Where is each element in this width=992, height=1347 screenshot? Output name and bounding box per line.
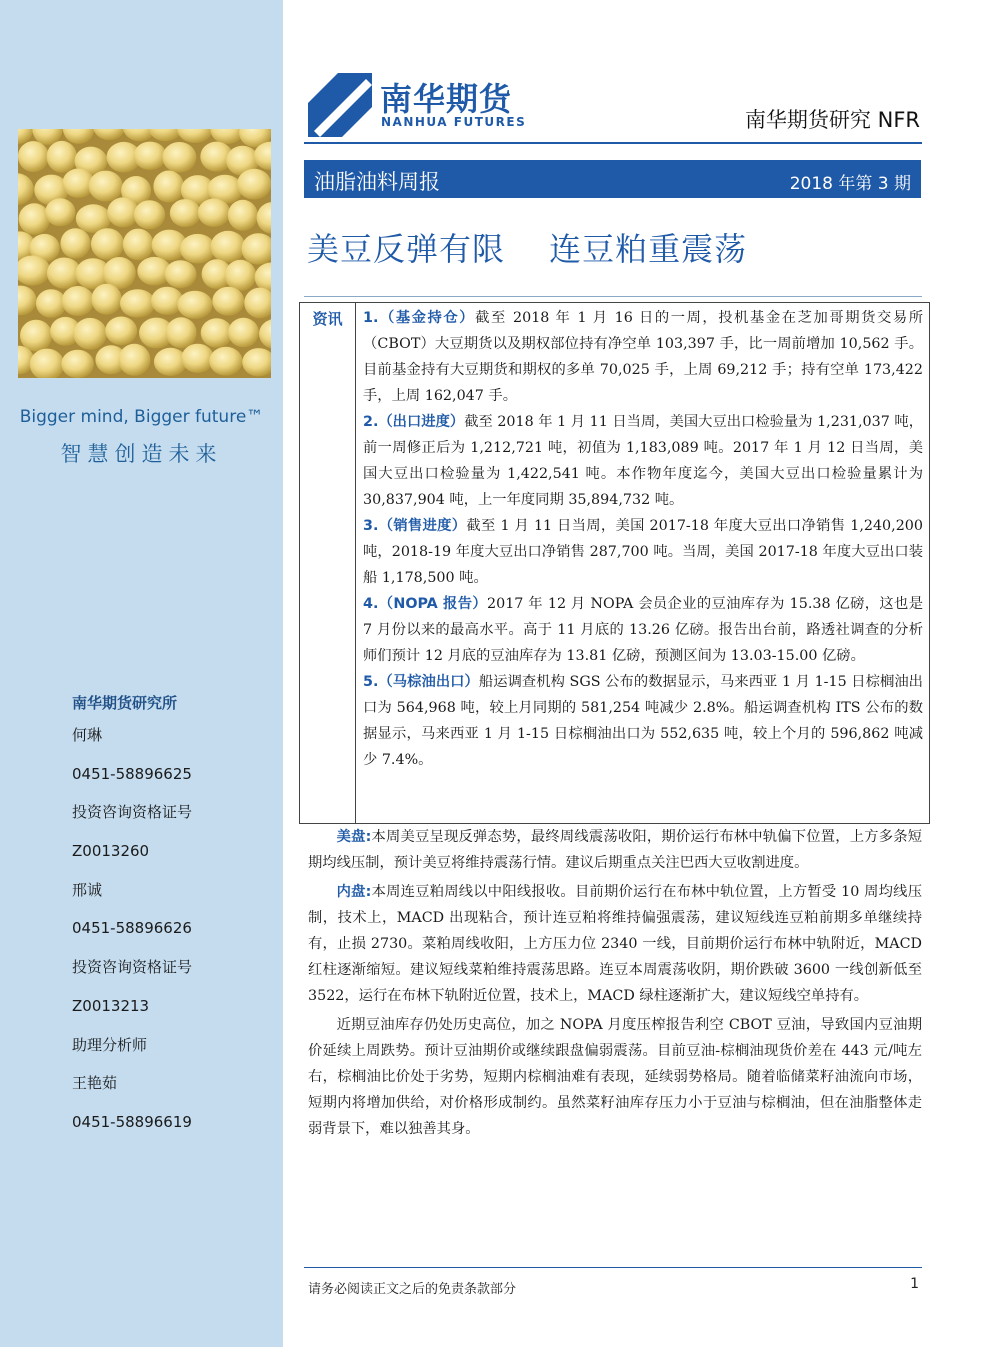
- analysis-paragraph: [308, 879, 922, 1009]
- soybean: [60, 228, 90, 258]
- paragraph-text: 近期豆油库存仍处历史高位，加之 NOPA 月度压榨报告利空 CBOT 豆油，导致国内豆油期价延续上周跌势。预计豆油期价或继续跟盘偏弱震荡。目前豆油-棕榈油现货价差在 443 元/吨左右，棕榈油比价处于劣势，短期内棕榈油难有表现，延续弱势格局。随着临储菜籽油流向市场，短期内将增加供给，对价格形成制约。虽然菜籽油库存压力小于豆油与棕榈油，但在油脂整体走弱背景下，难以独善其身。: [308, 1017, 922, 1137]
- soybean: [166, 317, 197, 348]
- news-item: [363, 669, 923, 773]
- soybean: [153, 171, 184, 203]
- page-title: 美豆反弹有限 连豆粕重震荡: [307, 230, 748, 268]
- soybean: [18, 141, 49, 172]
- logo-english-name: NANHUA FUTURES: [381, 115, 527, 129]
- soybean: [91, 228, 124, 260]
- news-list: [363, 305, 923, 773]
- news-item-text: 截至 2018 年 1 月 11 日当周，美国大豆出口检验量为 1,231,037 吨，前一周修正后为 1,212,721 吨，初值为 1,183,089 吨。2017 年 1 月 12 日当周，美国大豆出口检验量为 1,422,541 吨。本作物年度迄今，美国大豆出口检验量累计为 30,837,904 吨，上一年度同期 35,894,732 吨。: [363, 414, 923, 508]
- contact-line: 0451-58896619: [72, 1112, 192, 1131]
- research-institute-name: 南华期货研究所: [72, 694, 178, 712]
- news-item-heading: 1.（基金持仓）: [363, 310, 476, 326]
- soybean: [36, 289, 67, 318]
- news-item-heading: 3.（销售进度）: [363, 518, 467, 534]
- report-banner: [304, 160, 921, 198]
- soybean: [61, 350, 94, 378]
- soybean: [120, 289, 155, 317]
- tagline-chinese: 智慧创造未来: [60, 442, 223, 466]
- analysis-paragraph: [308, 1012, 922, 1142]
- news-item-heading: 2.（出口进度）: [363, 414, 465, 430]
- soybean: [181, 344, 214, 373]
- soybean: [118, 344, 150, 376]
- paragraph-text: 本周美豆呈现反弹态势，最终周线震荡收阳，期价运行布林中轨偏下位置，上方多条短期均线压制，预计美豆将维持震荡行情。建议后期重点关注巴西大豆收割进度。: [308, 829, 922, 871]
- soybean: [91, 284, 121, 315]
- soybean: [225, 260, 256, 291]
- soybean-photo: [18, 129, 271, 378]
- news-item-text: 截至 1 月 11 日当周，美国 2017-18 年度大豆出口净销售 1,240,200 吨，2018-19 年度大豆出口净销售 287,700 吨。当周，美国 2017-18 年度大豆出口装船 1,178,500 吨。: [363, 518, 923, 586]
- soybean: [123, 229, 154, 261]
- paragraph-text: 本周连豆粕周线以中阳线报收。目前期价运行在布林中轨位置，上方暂受 10 周均线压制，技术上，MACD 出现粘合，预计连豆粕将维持偏强震荡，建议短线连豆粕前期多单继续持有，止损 2730。菜粕周线收阳，上方压力位 2340 一线，目前期价运行布林中轨附近，MACD 红柱逐渐缩短。建议短线菜粕维持震荡思路。连豆本周震荡收阴，期价跌破 3600 一线创新低至 3522，运行在布林下轨附近位置，技术上，MACD 绿柱逐渐扩大，建议短线空单持有。: [308, 884, 923, 1004]
- news-item: [363, 305, 923, 409]
- page-number: 1: [910, 1276, 919, 1292]
- contact-line: 邢诚: [72, 880, 103, 899]
- soybean: [105, 317, 137, 346]
- soybean: [73, 318, 107, 350]
- contact-line: Z0013213: [72, 996, 150, 1015]
- soybean: [165, 260, 197, 288]
- tagline-english: Bigger mind, Bigger future™: [19, 407, 264, 427]
- soybean: [134, 200, 165, 229]
- contact-line: 助理分析师: [72, 1035, 148, 1054]
- soybean: [177, 291, 212, 319]
- disclaimer-note: 请务必阅读正文之后的免责条款部分: [308, 1282, 517, 1297]
- news-item: [363, 409, 923, 513]
- analysis-body: [308, 824, 922, 1145]
- news-item-heading: 4.（NOPA 报告）: [363, 596, 488, 612]
- soybean: [198, 199, 230, 227]
- report-series-title: 油脂油料周报: [314, 170, 440, 194]
- header-brand-text: 南华期货研究 NFR: [744, 108, 920, 132]
- news-item-text: 船运调查机构 SGS 公布的数据显示，马来西亚 1 月 1-15 日棕榈油出口为 564,968 吨，较上月同期的 581,254 吨减少 2.8%。船运调查机构 ITS 公布的数据显示，马来西亚 1 月 1-15 日棕榈油出口为 552,635 吨，较上个月的 596,862 吨减少 7.4%。: [363, 674, 923, 768]
- nanhua-logo-icon: [308, 73, 372, 137]
- soybean: [211, 231, 246, 263]
- soybean: [228, 200, 258, 231]
- soybean: [20, 320, 52, 352]
- contact-line: 0451-58896626: [72, 919, 192, 938]
- soybean: [134, 142, 167, 170]
- report-issue: 2018 年第 3 期: [789, 174, 911, 194]
- news-item: [363, 591, 923, 669]
- contact-line: Z0013260: [72, 842, 150, 861]
- title-divider: [304, 296, 922, 297]
- news-item-heading: 5.（马棕油出口）: [363, 674, 479, 690]
- soybean: [45, 198, 75, 226]
- soybean: [212, 287, 244, 316]
- soybean: [209, 347, 242, 376]
- soybean: [47, 141, 77, 173]
- news-item: [363, 513, 923, 591]
- contact-line: 何琳: [72, 726, 103, 744]
- sidebar: [0, 0, 283, 1347]
- contact-line: 投资咨询资格证号: [72, 803, 193, 822]
- contact-line: 投资咨询资格证号: [72, 958, 193, 977]
- soybean: [170, 199, 201, 227]
- contact-block: [72, 690, 192, 1146]
- news-item-text: 2017 年 12 月 NOPA 会员企业的豆油库存为 15.38 亿磅，这也是 7 月份以来的最高水平。高于 11 月底的 13.26 亿磅。报告出台前，路透社调查的分析师们预计 12 月底的豆油库存为 13.81 亿磅，预测区间为 13.03-15.00 亿磅。: [363, 596, 923, 664]
- logo-chinese-name: 南华期货: [380, 80, 513, 118]
- contact-line: 0451-58896625: [72, 764, 192, 783]
- paragraph-lead: 内盘:: [336, 884, 372, 900]
- news-item-text: 截至 2018 年 1 月 16 日的一周，投机基金在芝加哥期货交易所（CBOT）大豆期货以及期权部位持有净空单 103,397 手，比一周前增加 10,562 手。目前基金持有大豆期货和期权的多单 70,025 手，上周 69,212 手；持有空单 173,422 手，上周 162,047 手。: [363, 310, 923, 404]
- soybean: [180, 234, 215, 264]
- soybean: [62, 286, 94, 316]
- soybean: [162, 142, 196, 173]
- soybean: [19, 203, 50, 234]
- footer-divider: [304, 1267, 922, 1268]
- news-label: 资讯: [312, 310, 343, 328]
- news-box: [299, 302, 930, 824]
- soybean: [237, 169, 271, 200]
- paragraph-lead: 美盘:: [336, 829, 372, 845]
- analysis-paragraph: [308, 824, 922, 876]
- news-label-column: [300, 303, 356, 823]
- soybean: [228, 318, 259, 348]
- contact-line: 王艳茹: [72, 1074, 118, 1093]
- soybean: [89, 171, 123, 202]
- header-divider: [304, 142, 922, 144]
- soybean: [201, 318, 233, 347]
